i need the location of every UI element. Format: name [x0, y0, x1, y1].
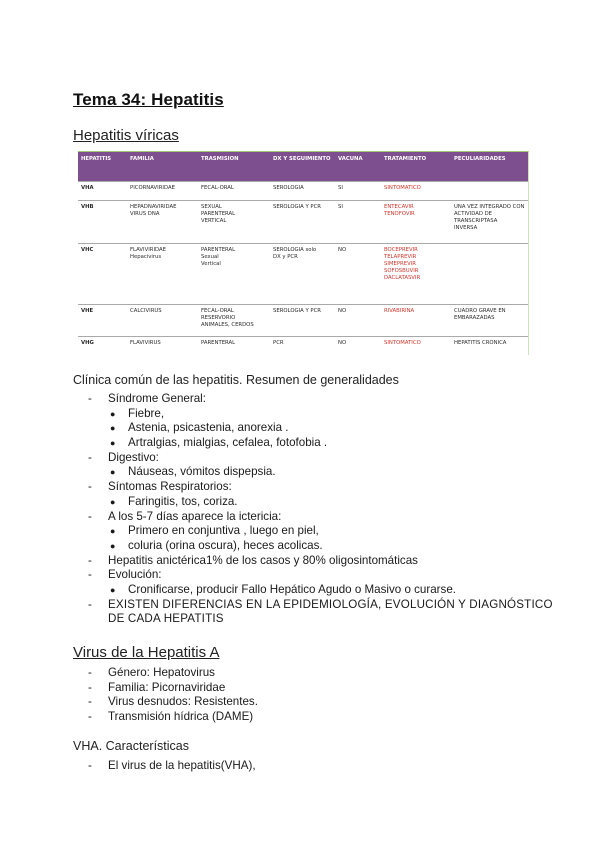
table-cell-trasmision — [198, 305, 270, 337]
list-item — [88, 568, 553, 583]
bullet-dash-icon: - — [88, 509, 92, 523]
table-cell-dx — [270, 201, 335, 244]
bullet-dash-icon: - — [88, 450, 92, 464]
list-item — [88, 598, 553, 613]
list-item — [88, 480, 553, 495]
table-cell-peculiaridades — [451, 244, 528, 305]
list-item — [88, 681, 258, 696]
table-cell-peculiaridades — [451, 201, 528, 244]
table-cell-familia — [127, 201, 198, 244]
list-item-text: DE CADA HEPATITIS — [108, 612, 224, 626]
cell-line: SEROLOGIA — [273, 185, 304, 191]
table-header-cell: DX Y SEGUIMIENTO — [270, 152, 335, 182]
table-row — [78, 201, 528, 244]
bullet-dot-icon: ● — [110, 584, 116, 595]
table-cell-dx — [270, 182, 335, 201]
bullet-dash-icon: - — [88, 666, 92, 679]
cell-line: SEROLOGIA Y PCR — [273, 204, 321, 210]
cell-line: TENOFOVIR — [384, 211, 415, 217]
cell-line: SINTOMATICO — [384, 340, 421, 346]
cell-line: SINTOMATICO — [384, 185, 421, 191]
list-item-text: Síndrome General: — [108, 392, 206, 405]
table-cell-virus: VHE — [78, 305, 127, 337]
table-header-cell: HEPATITIS — [78, 152, 127, 182]
table-cell-virus: VHG — [78, 337, 127, 354]
table-cell-dx — [270, 244, 335, 305]
table-header-cell: VACUNA — [335, 152, 381, 182]
cell-line: PARENTERAL — [201, 340, 236, 346]
list-item — [88, 612, 553, 627]
list-item-text: Faringitis, tos, coriza. — [128, 494, 238, 508]
list-item — [88, 436, 553, 451]
list-item — [88, 465, 553, 480]
list-item — [88, 421, 553, 436]
cell-line: BOCEPREVIR — [384, 247, 418, 253]
list-item-text: EXISTEN DIFERENCIAS EN LA EPIDEMIOLOGÍA, EVOLUCIÓN Y DIAGNÓSTICO — [108, 597, 553, 611]
table-row — [78, 244, 528, 305]
section-heading-clinica: Clínica común de las hepatitis. Resumen de generalidades — [73, 373, 399, 387]
cell-line: FLAVIVIRIDAE — [130, 247, 166, 253]
table-header-cell: TRATAMIENTO — [381, 152, 451, 182]
table-cell-vacuna: SI — [335, 201, 381, 244]
list-item-text: Síntomas Respiratorios: — [108, 480, 232, 494]
bullet-dash-icon: - — [88, 568, 92, 582]
cell-line: CALCIVIRUS — [130, 308, 162, 314]
table-cell-trasmision — [198, 182, 270, 201]
table-cell-vacuna: NO — [335, 337, 381, 354]
list-item-text: Digestivo: — [108, 450, 159, 464]
hepatitis-table-image — [78, 151, 529, 355]
bullet-dash-icon: - — [88, 597, 93, 611]
list-item-text: Virus desnudos: Resistentes. — [108, 695, 258, 709]
list-item-text: Artralgias, mialgias, cefalea, fotofobia . — [128, 436, 328, 450]
cell-line: Hepacivirus — [130, 254, 162, 260]
clinica-list — [88, 392, 553, 627]
cell-line: HEPATITIS CRONICA — [454, 340, 507, 346]
cell-line: SOFOSBUVIR — [384, 268, 419, 274]
cell-line: PARENTERAL — [201, 211, 236, 217]
list-item — [88, 510, 553, 525]
list-item — [88, 539, 553, 554]
list-item-text: Familia: Picornaviridae — [108, 680, 226, 694]
list-item — [88, 695, 258, 710]
cell-line: FLAVIVIRUS — [130, 340, 161, 346]
vha-list — [88, 666, 258, 725]
section-heading-virus-hepatitis-a: Virus de la Hepatitis A — [73, 644, 220, 661]
bullet-dash-icon: - — [88, 695, 92, 709]
list-item — [88, 407, 553, 422]
table-row — [78, 305, 528, 337]
cell-line: PARENTERAL — [201, 247, 236, 253]
page-title: Tema 34: Hepatitis — [73, 90, 224, 109]
cell-line: RESERVORIO — [201, 315, 236, 321]
cell-line: EMBARAZADAS — [454, 315, 495, 321]
cell-line: ANIMALES, CERDOS — [201, 322, 254, 328]
table-cell-familia — [127, 244, 198, 305]
bullet-dash-icon: - — [88, 710, 92, 724]
table-cell-tratamiento — [381, 201, 451, 244]
list-item-text: El virus de la hepatitis(VHA), — [108, 759, 256, 772]
table-row — [78, 182, 528, 201]
cell-line: HEPADNAVIRIDAE — [130, 204, 177, 210]
hepatitis-table — [78, 152, 528, 353]
bullet-dot-icon: ● — [110, 423, 116, 434]
bullet-dot-icon: ● — [110, 408, 116, 419]
cell-line: SEROLOGIA Y PCR — [273, 308, 321, 314]
section-heading-vha-caracteristicas: VHA. Características — [73, 739, 190, 753]
table-cell-vacuna: SI — [335, 182, 381, 201]
list-item — [88, 392, 553, 407]
list-item — [88, 554, 553, 569]
list-item-text: Hepatitis anictérica1% de los casos y 80% oligosintomáticas — [108, 553, 418, 567]
list-item-text: coluria (orina oscura), heces acolicas. — [128, 538, 323, 552]
cell-line: PICORNAVIRIDAE — [130, 185, 175, 191]
section-heading-hepatitis-viricas: Hepatitis víricas — [73, 127, 179, 144]
list-item — [88, 451, 553, 466]
bullet-dash-icon: - — [88, 759, 92, 772]
list-item-text: A los 5-7 días aparece la ictericia: — [108, 509, 282, 523]
bullet-dot-icon: ● — [110, 438, 116, 449]
bullet-dash-icon: - — [88, 480, 92, 494]
list-item-text: Transmisión hídrica (DAME) — [108, 710, 254, 724]
bullet-dot-icon: ● — [110, 526, 116, 537]
list-item — [88, 710, 258, 725]
table-cell-peculiaridades — [451, 182, 528, 201]
cell-line: Sexual — [201, 254, 219, 260]
cell-line: ENTECAVIR — [384, 204, 414, 210]
cell-line: CUADRO GRAVE EN — [454, 308, 506, 314]
table-cell-vacuna: NO — [335, 244, 381, 305]
table-header-cell: PECULIARIDADES — [451, 152, 528, 182]
table-cell-tratamiento — [381, 244, 451, 305]
cell-line: DACLATASVIR — [384, 275, 421, 281]
table-header-row — [78, 152, 528, 182]
list-item — [88, 524, 553, 539]
list-item-text: Primero en conjuntiva , luego en piel, — [128, 524, 319, 538]
vha-caracteristicas-list — [88, 759, 256, 774]
table-cell-vacuna: NO — [335, 305, 381, 337]
table-bottom-edge — [78, 351, 528, 355]
list-item-text: Fiebre, — [128, 406, 165, 420]
table-cell-trasmision — [198, 201, 270, 244]
list-item-text: Cronificarse, producir Fallo Hepático Agudo o Masivo o curarse. — [128, 582, 456, 596]
cell-line: UNA VEZ INTEGRADO CON — [454, 204, 525, 210]
bullet-dot-icon: ● — [110, 496, 116, 507]
cell-line: Vertical — [201, 261, 221, 267]
table-cell-peculiaridades — [451, 305, 528, 337]
bullet-dash-icon: - — [88, 680, 92, 694]
cell-line: SEROLOGIA solo — [273, 247, 317, 253]
bullet-dash-icon: - — [88, 553, 92, 567]
table-header-cell: TRASMISION — [198, 152, 270, 182]
list-item — [88, 666, 258, 681]
list-item — [88, 495, 553, 510]
table-cell-virus: VHC — [78, 244, 127, 305]
cell-line: SEXUAL — [201, 204, 222, 210]
list-item-text: Astenia, psicastenia, anorexia . — [128, 421, 289, 435]
list-item-text: Género: Hepatovirus — [108, 666, 215, 679]
table-cell-virus: VHB — [78, 201, 127, 244]
table-cell-dx — [270, 305, 335, 337]
list-item — [88, 583, 553, 598]
list-item — [88, 759, 256, 774]
cell-line: SIMEPREVIR — [384, 261, 416, 267]
table-cell-tratamiento — [381, 305, 451, 337]
bullet-dot-icon: ● — [110, 540, 116, 551]
cell-line: DX y PCR — [273, 254, 298, 260]
table-cell-familia — [127, 305, 198, 337]
table-cell-familia — [127, 182, 198, 201]
cell-line: FECAL-ORAL — [201, 185, 234, 191]
bullet-dash-icon: - — [88, 392, 92, 405]
table-cell-tratamiento — [381, 182, 451, 201]
cell-line: PCR — [273, 340, 284, 346]
table-cell-virus: VHA — [78, 182, 127, 201]
cell-line: INVERSA — [454, 225, 478, 231]
cell-line: VIRUS DNA — [130, 211, 160, 217]
cell-line: TELAPREVIR — [384, 254, 417, 260]
list-item-text: Náuseas, vómitos dispepsia. — [128, 465, 276, 479]
cell-line: RIVABIRINA — [384, 308, 415, 314]
table-header-cell: FAMILIA — [127, 152, 198, 182]
cell-line: ACTIVIDAD DE — [454, 211, 493, 217]
cell-line: TRANSCRIPTASA — [454, 218, 498, 224]
bullet-dot-icon: ● — [110, 467, 116, 478]
list-item-text: Evolución: — [108, 568, 162, 582]
cell-line: VERTICAL — [201, 218, 227, 224]
table-cell-trasmision — [198, 244, 270, 305]
cell-line: FECAL-ORAL — [201, 308, 234, 314]
